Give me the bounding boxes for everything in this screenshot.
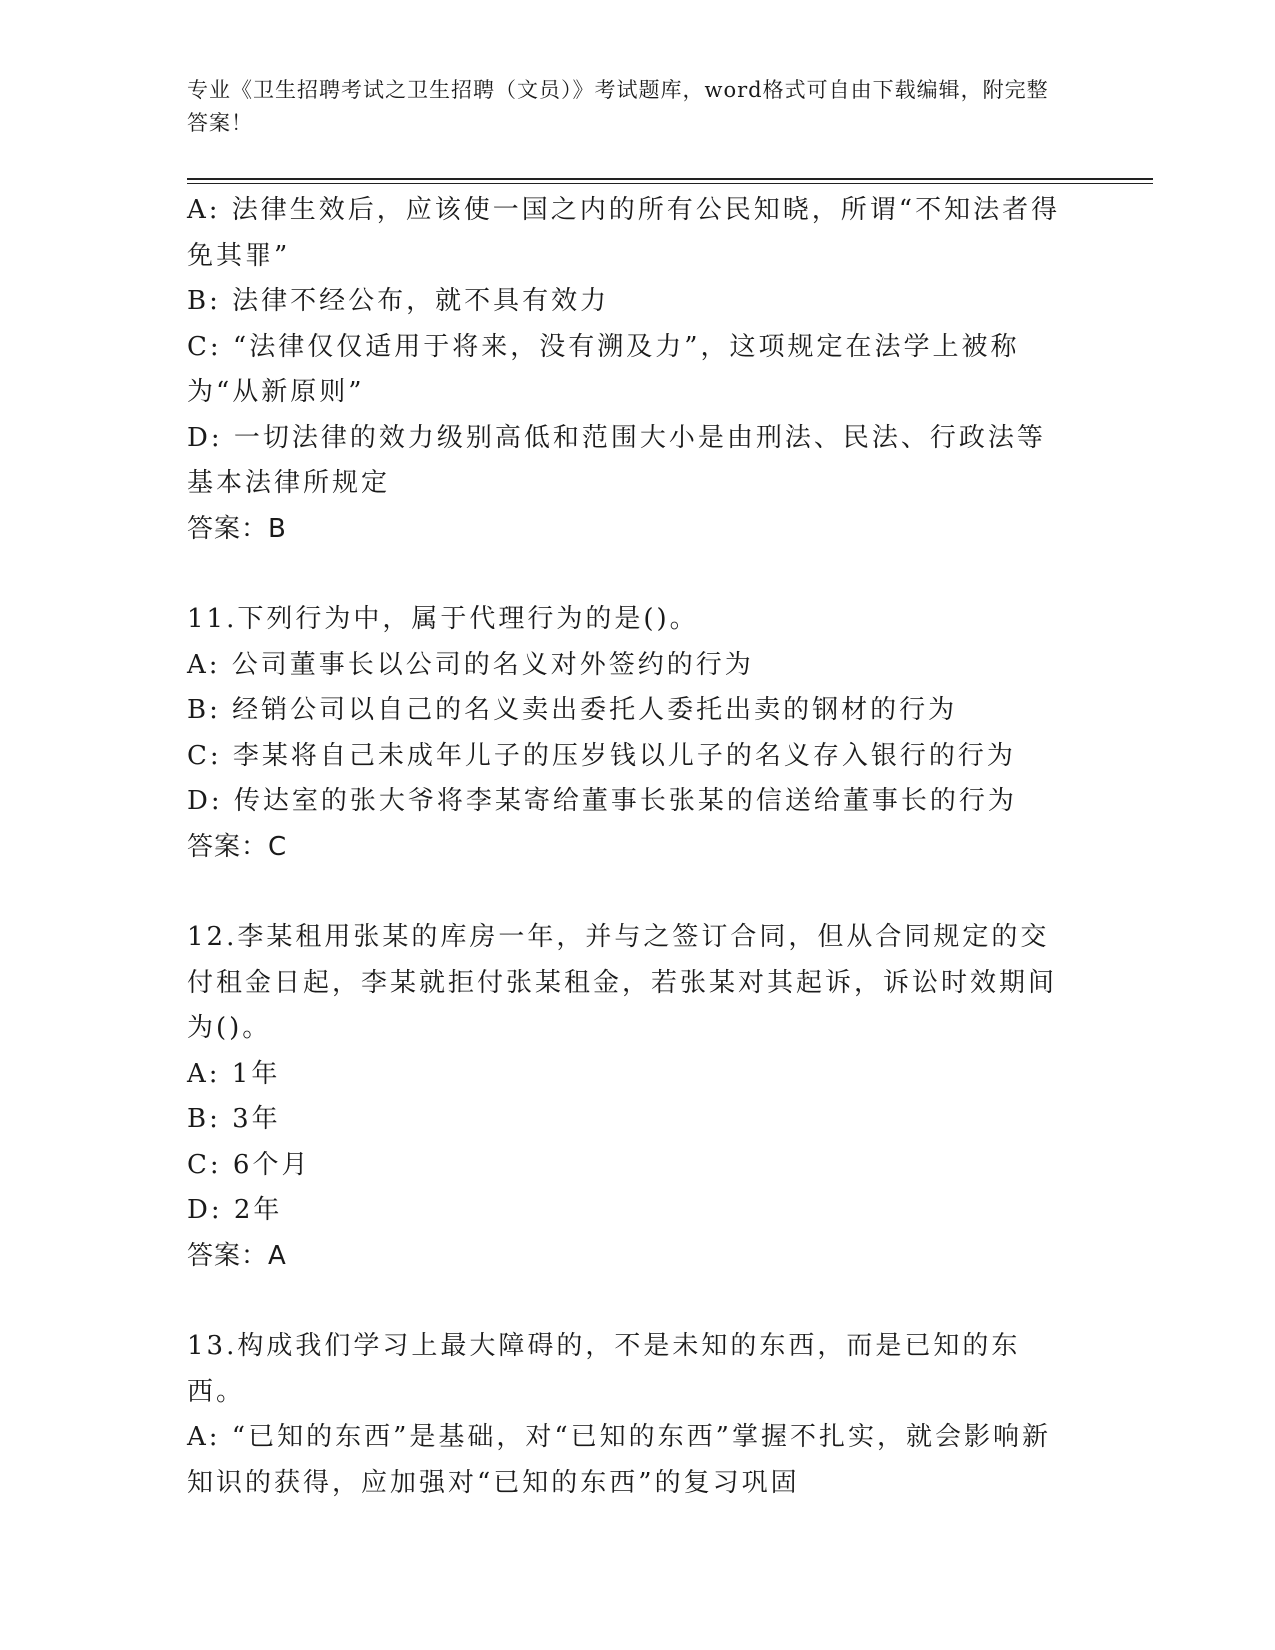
answer-line: 答案：A — [187, 1240, 287, 1271]
question-block-11 — [187, 597, 1067, 870]
answer-line: 答案：B — [187, 513, 287, 544]
option-a: A: 公司董事长以公司的名义对外签约的行为 — [187, 649, 754, 680]
question-block-10 — [187, 188, 1067, 552]
option-c: C: 6个月 — [187, 1149, 311, 1180]
option-b: B: 3年 — [187, 1104, 281, 1134]
header-divider-thick — [187, 178, 1153, 180]
option-b: B: 经销公司以自己的名义卖出委托人委托出卖的钢材的行为 — [187, 695, 958, 725]
option-c: C: “法律仅仅适用于将来，没有溯及力”，这项规定在法学上被称为“从新原则” — [187, 331, 1020, 407]
question-stem: 12.李某租用张某的库房一年，并与之签订合同，但从合同规定的交付租金日起，李某就拒付张某租金，若张某对其起诉，诉讼时效期间为()。 — [187, 922, 1058, 1043]
question-block-13 — [187, 1324, 1067, 1506]
question-stem: 13.构成我们学习上最大障碍的，不是未知的东西，而是已知的东西。 — [187, 1331, 1021, 1407]
question-stem: 11.下列行为中，属于代理行为的是()。 — [187, 604, 699, 634]
spacer — [187, 552, 1067, 597]
option-d: D: 一切法律的效力级别高低和范围大小是由刑法、民法、行政法等基本法律所规定 — [187, 422, 1046, 498]
header-divider-thin — [187, 183, 1153, 184]
option-d: D: 传达室的张大爷将李某寄给董事长张某的信送给董事长的行为 — [187, 786, 1017, 816]
option-a: A: 法律生效后，应该使一国之内的所有公民知晓，所谓“不知法者得免其罪” — [187, 195, 1061, 271]
question-block-12 — [187, 915, 1067, 1279]
option-d: D: 2年 — [187, 1195, 283, 1225]
spacer — [187, 1279, 1067, 1324]
answer-line: 答案：C — [187, 831, 288, 862]
page-header: 专业《卫生招聘考试之卫生招聘（文员）》考试题库，word格式可自由下载编辑，附完整答案！ — [187, 78, 1049, 135]
spacer — [187, 870, 1067, 915]
option-b: B: 法律不经公布，就不具有效力 — [187, 286, 610, 316]
question-content — [187, 188, 1067, 1506]
option-c: C: 李某将自己未成年儿子的压岁钱以儿子的名义存入银行的行为 — [187, 740, 1016, 771]
option-a: A: 1年 — [187, 1058, 281, 1089]
option-a: A: “已知的东西”是基础，对“已知的东西”掌握不扎实，就会影响新知识的获得，应加强对“已知的东西”的复习巩固 — [187, 1422, 1051, 1498]
